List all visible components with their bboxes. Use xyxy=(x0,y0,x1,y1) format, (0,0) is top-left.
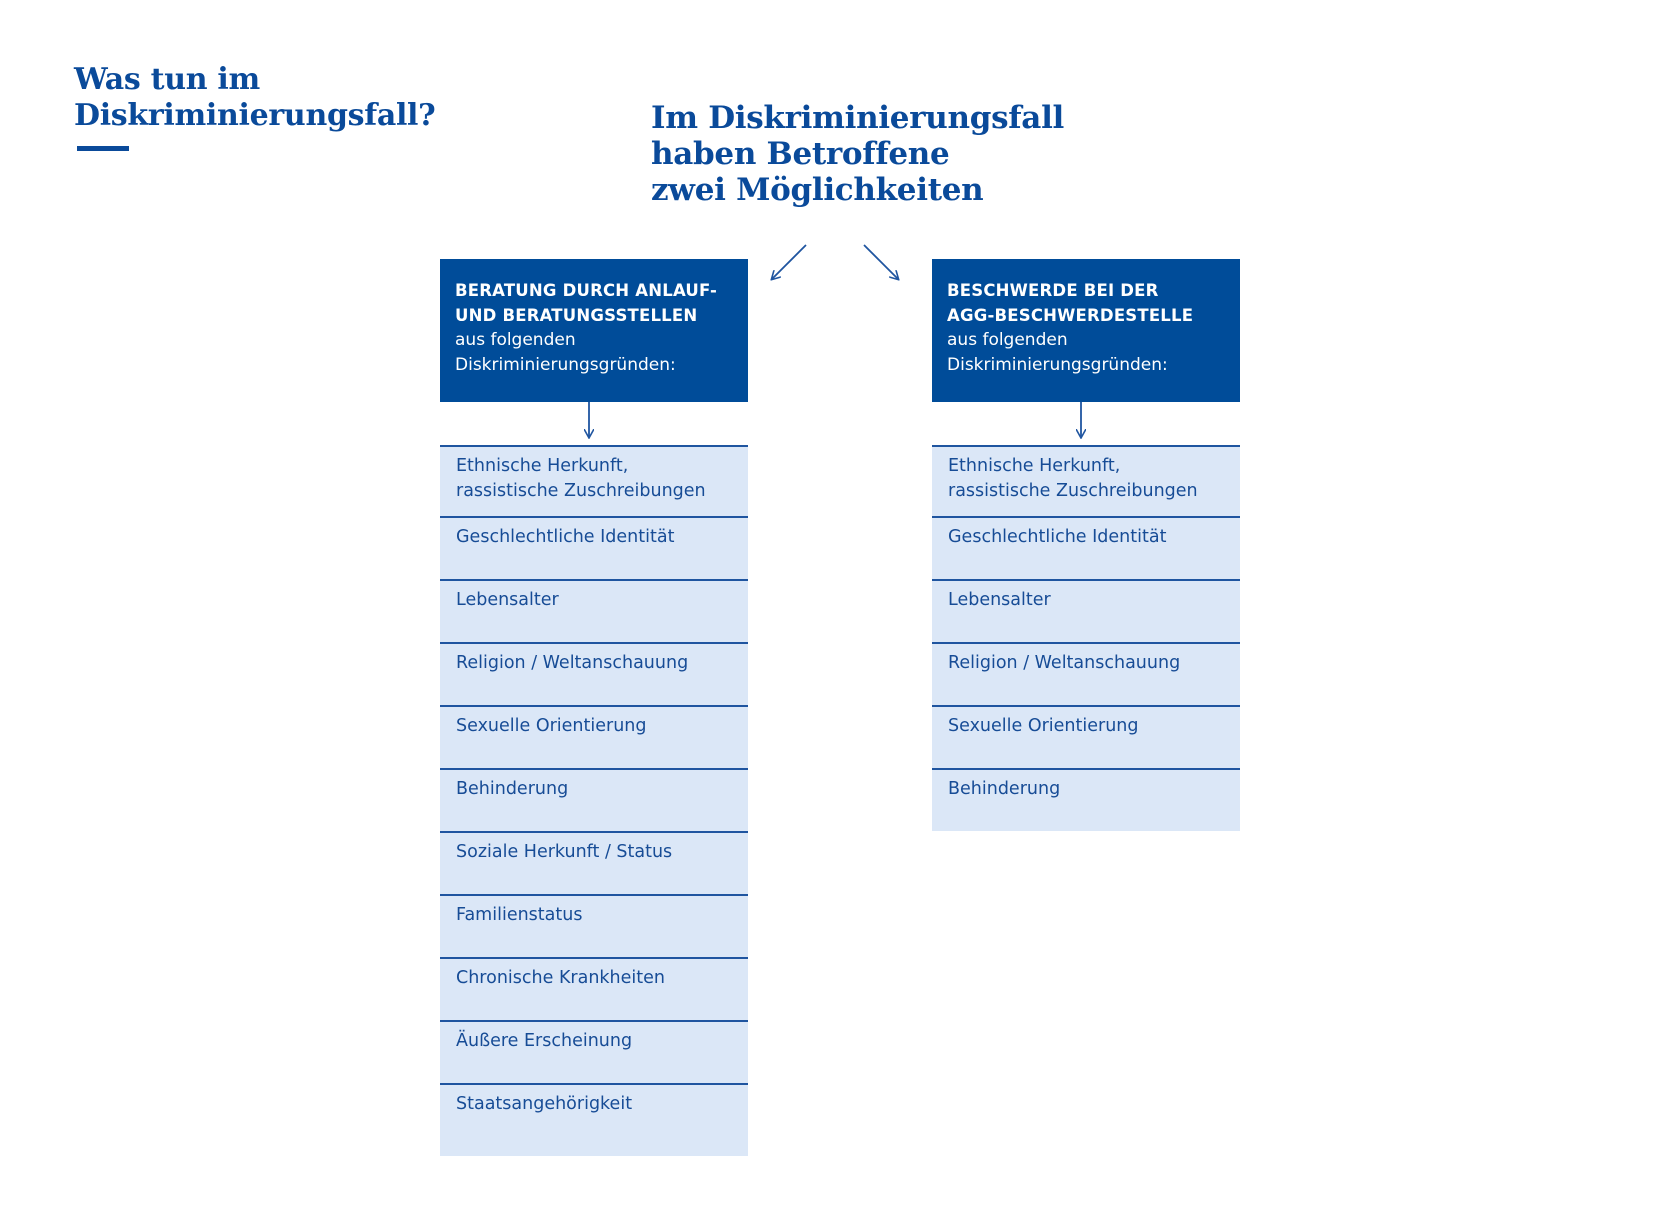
option-counseling-title-line-1: BERATUNG DURCH ANLAUF- xyxy=(455,281,718,300)
list-item xyxy=(440,768,748,831)
counseling-grounds-list xyxy=(440,445,748,1156)
option-counseling-title-line-2: UND BERATUNGSSTELLEN xyxy=(455,306,698,325)
list-item xyxy=(440,894,748,957)
list-item-text: Sexuelle Orientierung xyxy=(456,716,647,736)
list-item-text: Behinderung xyxy=(456,779,569,799)
page-title-line-2: Diskriminierungsfall? xyxy=(74,98,436,133)
list-item-text: Geschlechtliche Identität xyxy=(456,527,675,547)
headline-line-2: haben Betroffene xyxy=(651,136,950,172)
list-item-text: Sexuelle Orientierung xyxy=(948,716,1139,736)
option-counseling-title xyxy=(455,278,734,328)
list-item xyxy=(440,642,748,705)
list-item xyxy=(932,445,1240,516)
option-counseling-subtitle xyxy=(455,328,734,378)
arrow-to-right-option xyxy=(864,245,898,279)
list-item xyxy=(932,579,1240,642)
list-item-text: Ethnische Herkunft, xyxy=(948,456,1121,476)
option-counseling-subtitle-line-1: aus folgenden xyxy=(455,330,576,350)
list-item-text: Religion / Weltanschauung xyxy=(456,653,689,673)
option-complaint-subtitle-line-1: aus folgenden xyxy=(947,330,1068,350)
list-item-text: Behinderung xyxy=(948,779,1061,799)
headline xyxy=(651,100,1064,208)
page-title-line-1: Was tun im xyxy=(74,62,260,97)
option-complaint-subtitle xyxy=(947,328,1226,378)
option-counseling-header xyxy=(440,259,748,402)
arrow-to-left-option xyxy=(772,245,806,279)
option-counseling-column xyxy=(440,259,748,1114)
option-complaint-title xyxy=(947,278,1226,328)
option-counseling-subtitle-line-2: Diskriminierungsgründen: xyxy=(455,355,676,375)
list-item-text: Chronische Krankheiten xyxy=(456,968,666,988)
list-item xyxy=(932,642,1240,705)
list-item-text: rassistische Zuschreibungen xyxy=(948,481,1198,501)
list-item-text: Familienstatus xyxy=(456,905,583,925)
list-item-text: Religion / Weltanschauung xyxy=(948,653,1181,673)
list-item xyxy=(932,705,1240,768)
list-item-text: Lebensalter xyxy=(456,590,559,610)
list-item xyxy=(440,516,748,579)
option-complaint-header xyxy=(932,259,1240,402)
complaint-grounds-list xyxy=(932,445,1240,831)
page-title xyxy=(74,62,435,134)
option-complaint-subtitle-line-2: Diskriminierungsgründen: xyxy=(947,355,1168,375)
list-item xyxy=(440,705,748,768)
headline-line-3: zwei Möglichkeiten xyxy=(651,172,984,208)
option-complaint-title-line-2: AGG-BESCHWERDESTELLE xyxy=(947,306,1194,325)
title-underline xyxy=(77,146,129,151)
list-item xyxy=(440,1083,748,1156)
list-item-text: Geschlechtliche Identität xyxy=(948,527,1167,547)
option-complaint-title-line-1: BESCHWERDE BEI DER xyxy=(947,281,1159,300)
list-item xyxy=(440,957,748,1020)
list-item-text: Lebensalter xyxy=(948,590,1051,610)
list-item xyxy=(440,445,748,516)
list-item xyxy=(440,1020,748,1083)
option-complaint-column xyxy=(932,259,1240,799)
list-item-text: Äußere Erscheinung xyxy=(456,1031,633,1051)
list-item-text: rassistische Zuschreibungen xyxy=(456,481,706,501)
list-item-text: Soziale Herkunft / Status xyxy=(456,842,673,862)
list-item-text: Staatsangehörigkeit xyxy=(456,1094,633,1114)
list-item xyxy=(440,579,748,642)
list-item xyxy=(932,768,1240,831)
headline-line-1: Im Diskriminierungsfall xyxy=(651,100,1065,136)
list-item xyxy=(932,516,1240,579)
list-item xyxy=(440,831,748,894)
list-item-text: Ethnische Herkunft, xyxy=(456,456,629,476)
